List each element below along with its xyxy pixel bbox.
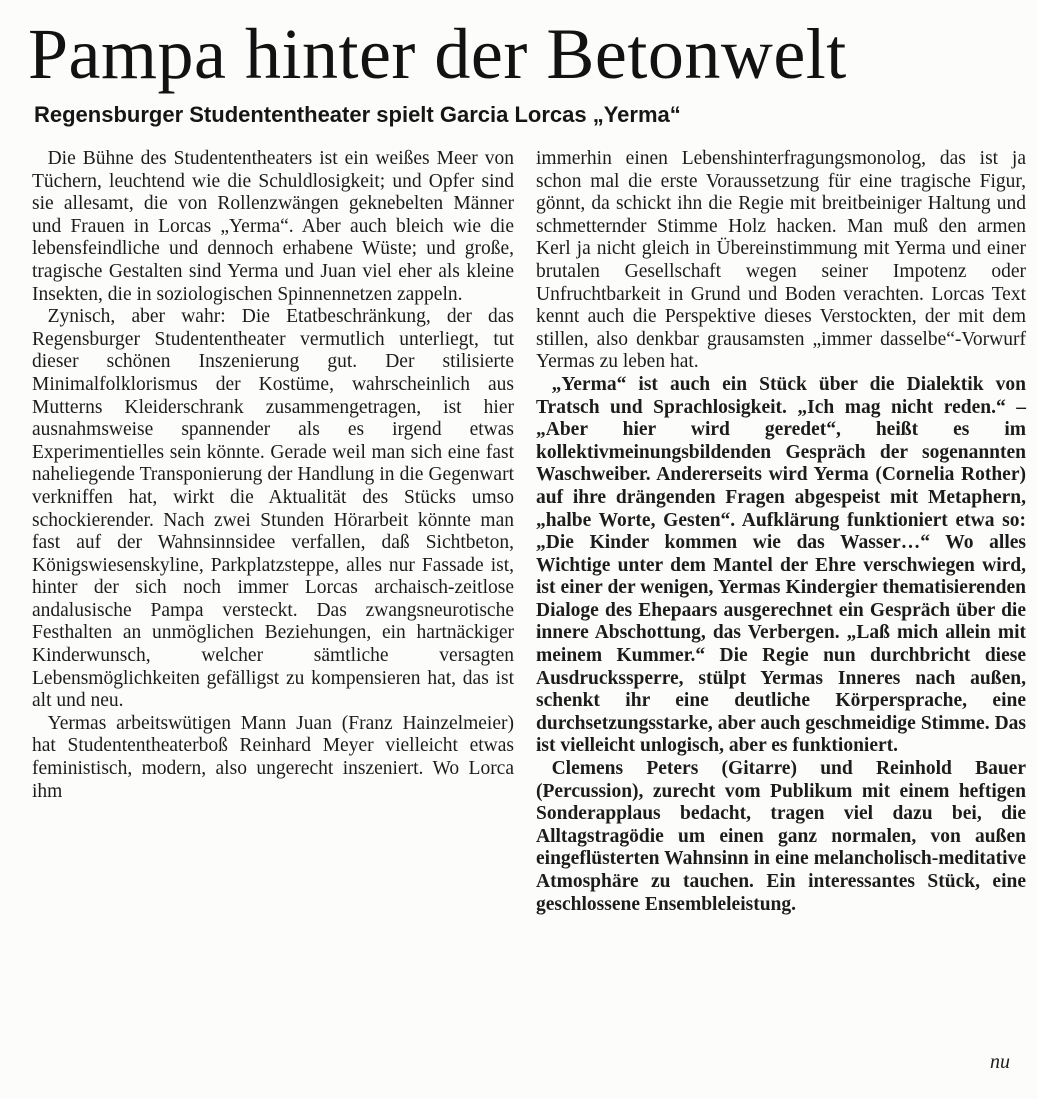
paragraph: „Yerma“ ist auch ein Stück über die Dialektik von Tratsch und Sprachlosigkeit. „Ich mag nicht reden.“ – „Aber hier wird geredet“, heißt es im kollektivmeinungsbildenden Gespräch der sogenannten Waschweiber. Andererseits wird Yerma (Cornelia Rother) auf ihre drängenden Fragen abgespeist mit Metaphern, „halbe Worte, Gesten“. Aufklärung funktioniert etwa so: „Die Kinder kommen wie das Wasser…“ Wo alles Wichtige unter dem Mantel der Ehre verschwiegen wird, ist einer der wenigen, Yermas Kindergier thematisierenden Dialoge des Ehepaars ausgerechnet ein Gespräch über die innere Abschottung, das Verbergen. „Laß mich allein mit meinem Kummer.“ Die Regie nun durchbricht diese Ausdruckssperre, stülpt Yermas Inneres nach außen, schenkt ihr eine deutliche Körpersprache, eine durchsetzungsstarke, aber auch geschmeidige Stimme. Das ist vielleicht unlogisch, aber es funktioniert.	[536, 373, 1026, 757]
author-signature: nu	[990, 1051, 1010, 1073]
subheadline: Regensburger Studententheater spielt Garcia Lorcas „Yerma“	[34, 102, 681, 127]
headline: Pampa hinter der Betonwelt	[28, 14, 847, 94]
paragraph: Clemens Peters (Gitarre) und Reinhold Bauer (Percussion), zurecht vom Publikum mit einem heftigen Sonderapplaus bedacht, tragen viel dazu bei, die Alltagstragödie um einen ganz normalen, von außen eingeflüsterten Wahnsinn in eine melancholisch-meditative Atmosphäre zu tauchen. Ein interessantes Stück, eine geschlossene Ensembleleistung.	[536, 758, 1026, 915]
paragraph: Zynisch, aber wahr: Die Etatbeschränkung, der das Regensburger Studententheater vermutlich unterliegt, tut dieser schönen Inszenierung gut. Der stilisierte Minimalfolklorismus der Kostüme, wahrscheinlich aus Mutterns Kleiderschrank zusammengetragen, ist hier ausnahmsweise spannender als es irgend etwas Experimentielles sein könnte. Gerade weil man sich eine fast naheliegende Transponierung der Handlung in die Gegenwart verkniffen hat, wirkt die Aktualität des Stücks umso schockierender. Nach zwei Stunden Hörarbeit könnte man fast auf der Wahnsinnsidee verfallen, daß Sichtbeton, Königswiesenskyline, Parkplatzsteppe, alles nur Fassade ist, hinter der sich noch immer Lorcas archaisch-zeitlose andalusische Pampa versteckt. Das zwangsneurotische Festhalten an unmöglichen Beziehungen, ein hartnäckiger Kinderwunsch, welcher sämtliche versagten Lebensmöglichkeiten gefälligst zu kompensieren hat, das ist alt und neu.	[32, 306, 514, 712]
left-column	[32, 148, 514, 803]
paragraph: Die Bühne des Studententheaters ist ein weißes Meer von Tüchern, leuchtend wie die Schuldlosigkeit; und Opfer sind sie allesamt, die von Rollenzwängen geknebelten Männer und Frauen in Lorcas „Yerma“. Aber auch bleich wie die lebensfeindliche und dennoch erhabene Wüste; und große, tragische Gestalten sind Yerma und Juan viel eher als kleine Insekten, die in soziologischen Spinnennetzen zappeln.	[32, 148, 514, 305]
paragraph: Yermas arbeitswütigen Mann Juan (Franz Hainzelmeier) hat Studententheaterboß Reinhard Meyer vielleicht etwas feministisch, modern, also ungerecht inszeniert. Wo Lorca ihm	[32, 712, 514, 802]
paragraph: immerhin einen Lebenshinterfragungsmonolog, das ist ja schon mal die erste Voraussetzung für eine tragische Figur, gönnt, da schickt ihn die Regie mit breitbeiniger Haltung und schmetternder Stimme Holz hacken. Man muß den armen Kerl ja nicht gleich in Übereinstimmung mit Yerma und einer brutalen Gesellschaft wegen seiner Impotenz oder Unfruchtbarkeit in Grund und Boden verachten. Lorcas Text kennt auch die Perspektive dieses Verstockten, der mit dem stillen, also denkbar grausamsten „immer dasselbe“-Vorwurf Yermas zu leben hat.	[536, 148, 1026, 373]
right-column	[536, 148, 1026, 916]
